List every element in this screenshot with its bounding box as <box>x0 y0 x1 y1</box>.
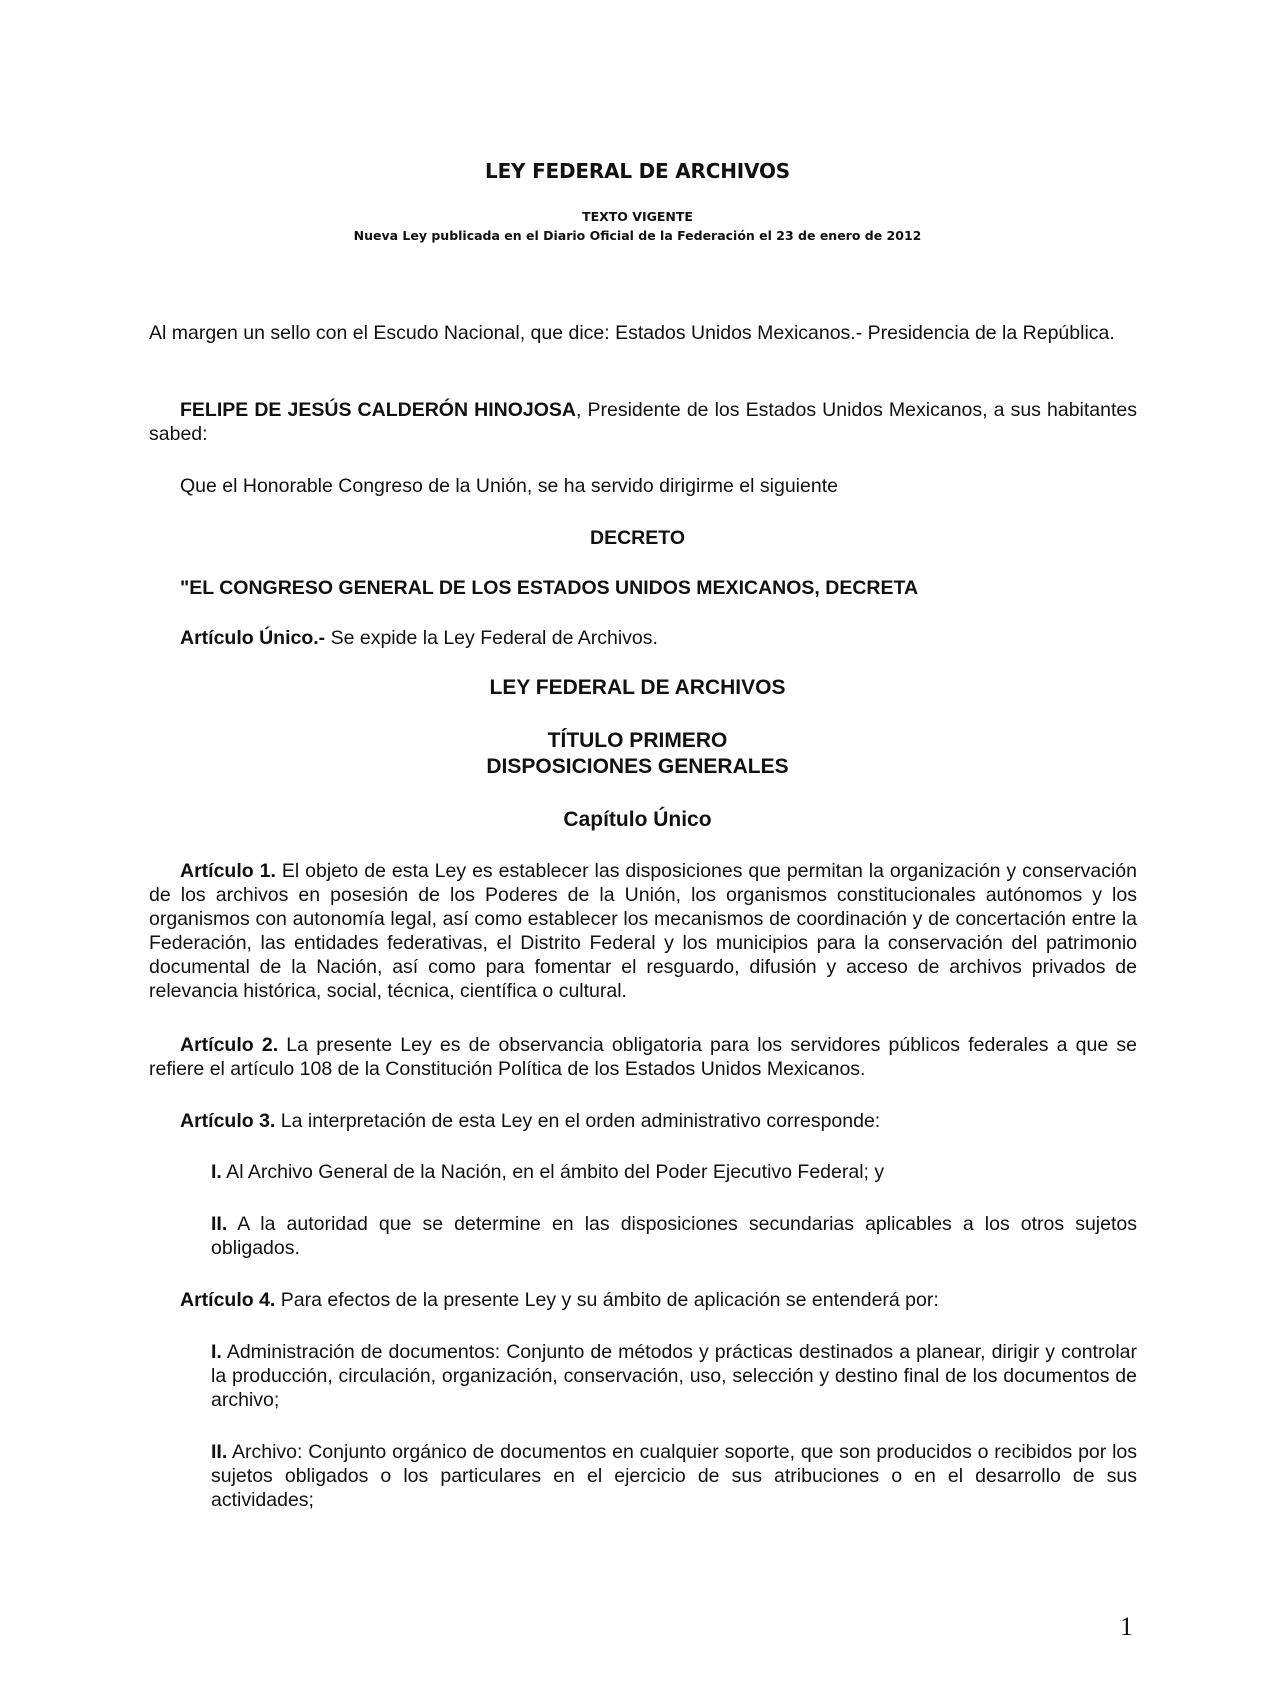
article-unique-text: Se expide la Ley Federal de Archivos. <box>325 627 658 649</box>
article-4-item-ii <box>211 1440 1137 1512</box>
article-4-item-i-text: Administración de documentos: Conjunto de métodos y prácticas destinados a planear, dirigir y controlar la producción, circulación, organización, conservación, uso, selección y destino final de los documentos de archivo; <box>211 1341 1137 1411</box>
article-3-text: La interpretación de esta Ley en el orden administrativo corresponde: <box>275 1110 881 1132</box>
article-4-label: Artículo 4. <box>180 1289 276 1311</box>
article-2-text: La presente Ley es de observancia obligatoria para los servidores públicos federales a que se refiere el artículo 108 de la Constitución Política de los Estados Unidos Mexicanos. <box>149 1034 1137 1080</box>
president-text: , Presidente de los Estados Unidos Mexicanos, a sus habitantes sabed: <box>149 399 1137 445</box>
article-1 <box>149 859 1137 1003</box>
article-3 <box>149 1109 1137 1133</box>
title-primero: TÍTULO PRIMERO <box>547 729 728 752</box>
article-4-text: Para efectos de la presente Ley y su ámbito de aplicación se entenderá por: <box>275 1289 939 1311</box>
article-1-label: Artículo 1. <box>180 860 276 882</box>
article-3-item-i-label: I. <box>211 1161 222 1183</box>
article-3-item-ii-text: A la autoridad que se determine en las disposiciones secundarias aplicables a los otros sujetos obligados. <box>211 1213 1137 1259</box>
document-title: LEY FEDERAL DE ARCHIVOS <box>485 159 790 183</box>
publication-note: Nueva Ley publicada en el Diario Oficial de la Federación el 23 de enero de 2012 <box>353 228 922 243</box>
article-4-item-i <box>211 1340 1137 1412</box>
article-2 <box>149 1033 1137 1081</box>
section-heading: DISPOSICIONES GENERALES <box>486 755 789 778</box>
article-1-text: El objeto de esta Ley es establecer las disposiciones que permitan la organización y conservación de los archivos en posesión de los Poderes de la Unión, los organismos constitucionales autónomos y los organismos con autonomía legal, así como establecer los mecanismos de coordinación y de concertación entre la Federación, las entidades federativas, el Distrito Federal y los municipios para la conservación del patrimonio documental de la Nación, así como para fomentar el resguardo, difusión y acceso de archivos privados de relevancia histórica, social, técnica, científica o cultural. <box>149 860 1137 1002</box>
article-unique-label: Artículo Único.- <box>180 627 326 649</box>
article-4-item-ii-label: II. <box>211 1441 228 1463</box>
article-3-label: Artículo 3. <box>180 1110 276 1132</box>
article-4-item-i-label: I. <box>211 1341 222 1363</box>
decree-line <box>149 576 1137 600</box>
article-4-item-ii-text: Archivo: Conjunto orgánico de documentos en cualquier soporte, que son producidos o recibidos por los sujetos obligados o los particulares en el ejercicio de sus atribuciones o en el desarrollo de sus actividades; <box>211 1441 1137 1511</box>
law-title: LEY FEDERAL DE ARCHIVOS <box>489 676 786 699</box>
article-3-item-i-text: Al Archivo General de la Nación, en el ámbito del Poder Ejecutivo Federal; y <box>221 1161 885 1183</box>
seal-paragraph: Al margen un sello con el Escudo Nacional, que dice: Estados Unidos Mexicanos.- Presidencia de la República. <box>149 322 1115 344</box>
article-unique <box>149 626 1137 650</box>
article-3-item-ii-label: II. <box>211 1213 228 1235</box>
page-number: 1 <box>1120 1612 1133 1641</box>
article-3-item-ii <box>211 1212 1137 1260</box>
president-paragraph <box>149 398 1137 446</box>
decree-heading: DECRETO <box>590 527 685 549</box>
article-2-label: Artículo 2. <box>180 1034 279 1056</box>
chapter-heading: Capítulo Único <box>563 808 712 831</box>
president-name: FELIPE DE JESÚS CALDERÓN HINOJOSA <box>180 399 576 421</box>
article-3-item-i <box>211 1160 1137 1184</box>
article-4 <box>149 1288 1137 1312</box>
decree-line-text: "EL CONGRESO GENERAL DE LOS ESTADOS UNIDOS MEXICANOS, DECRETA <box>180 577 919 599</box>
status-label: TEXTO VIGENTE <box>582 209 693 224</box>
congress-paragraph: Que el Honorable Congreso de la Unión, se ha servido dirigirme el siguiente <box>180 475 838 497</box>
